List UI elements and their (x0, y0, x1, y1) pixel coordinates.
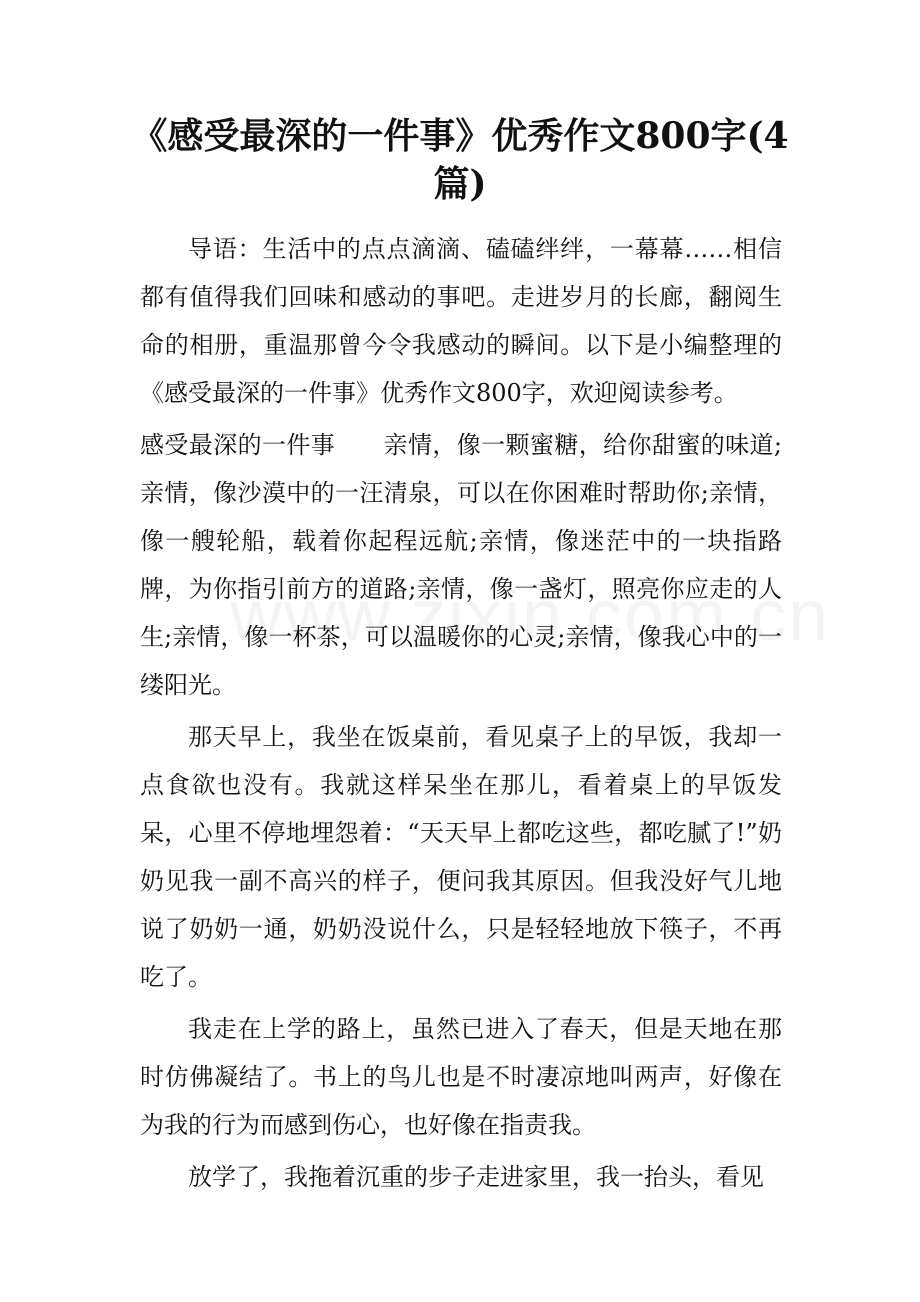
intro-paragraph: 导语：生活中的点点滴滴、磕磕绊绊，一幕幕……相信都有值得我们回味和感动的事吧。走进岁月的长廊，翻阅生命的相册，重温那曾今令我感动的瞬间。以下是小编整理的《感受最深的一件事》优秀作文800字，欢迎阅读参考。 (140, 235, 782, 407)
section-paragraph (140, 421, 782, 709)
section-opening: 亲情，像一颗蜜糖，给你甜蜜的味道;亲情，像沙漠中的一汪清泉，可以在你困难时帮助你;亲情，像一艘轮船，载着你起程远航;亲情，像迷茫中的一块指路牌，为你指引前方的道路;亲情，像一盏灯，照亮你应走的人生;亲情，像一杯茶，可以温暖你的心灵;亲情，像我心中的一缕阳光。 (140, 431, 782, 699)
document-body (140, 225, 782, 1205)
body-paragraph-3: 放学了，我拖着沉重的步子走进家里，我一抬头，看见 (188, 1163, 764, 1191)
section-heading: 感受最深的一件事 (140, 431, 336, 459)
body-paragraph-2: 我走在上学的路上，虽然已进入了春天，但是天地在那时仿佛凝结了。书上的鸟儿也是不时凄凉地叫两声，好像在为我的行为而感到伤心，也好像在指责我。 (140, 1015, 782, 1139)
document-title: 《感受最深的一件事》优秀作文800字(4篇) (131, 115, 789, 205)
body-paragraph-1: 那天早上，我坐在饭桌前，看见桌子上的早饭，我却一点食欲也没有。我就这样呆坐在那儿，看着桌上的早饭发呆，心里不停地埋怨着：“天天早上都吃这些，都吃腻了!”奶奶见我一副不高兴的样子，便问我其原因。但我没好气儿地说了奶奶一通，奶奶没说什么，只是轻轻地放下筷子，不再吃了。 (140, 723, 782, 991)
